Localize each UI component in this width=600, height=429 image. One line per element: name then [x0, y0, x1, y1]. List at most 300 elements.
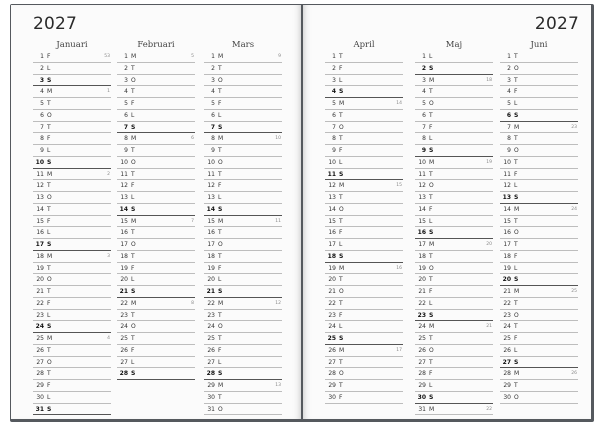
week-number: 19: [486, 159, 492, 165]
weekday-letter: T: [429, 335, 433, 342]
month-column-may: [415, 39, 493, 415]
day-row: [117, 216, 195, 228]
day-number: 24: [418, 323, 426, 331]
weekday-letter: O: [514, 311, 519, 319]
day-row: [204, 227, 282, 239]
weekday-letter: F: [514, 335, 518, 342]
weekday-letter: O: [218, 158, 223, 166]
day-number: 5: [40, 100, 44, 107]
day-number: 7: [332, 123, 336, 131]
day-row: [117, 345, 195, 357]
day-row: [204, 321, 282, 333]
day-number: 25: [503, 335, 511, 342]
day-number: 20: [120, 276, 128, 284]
day-row: [500, 145, 578, 157]
day-number: 14: [503, 205, 511, 213]
week-number: 17: [396, 347, 402, 353]
month-name: Maj: [445, 40, 463, 50]
day-number: 14: [119, 205, 128, 213]
weekday-letter: O: [218, 76, 223, 84]
weekday-letter: L: [339, 76, 343, 84]
day-number: 25: [327, 335, 336, 342]
weekday-letter: O: [218, 405, 223, 413]
day-number: 3: [422, 76, 426, 84]
day-row: [204, 169, 282, 181]
day-row: [500, 345, 578, 357]
day-number: 12: [120, 182, 128, 190]
day-number: 29: [328, 382, 336, 389]
day-number: 22: [36, 299, 44, 307]
weekday-letter: S: [514, 194, 519, 201]
weekday-letter: L: [429, 299, 433, 307]
week-number: 20: [486, 242, 492, 247]
day-number: 2: [211, 64, 215, 72]
weekday-letter: T: [218, 335, 222, 342]
day-number: 23: [503, 311, 511, 319]
day-row: [204, 133, 282, 145]
day-number: 24: [503, 323, 511, 331]
weekday-letter: F: [218, 264, 222, 272]
weekday-letter: F: [429, 205, 433, 213]
week-number: 6: [191, 136, 194, 142]
day-row: [204, 145, 282, 157]
weekday-letter: F: [339, 311, 343, 319]
day-row: [33, 310, 111, 322]
weekday-letter: L: [47, 393, 51, 401]
day-row: [325, 321, 403, 333]
day-row: [415, 345, 493, 357]
day-number: 28: [119, 370, 128, 378]
day-row: [500, 169, 578, 181]
day-number: 14: [36, 205, 44, 213]
day-row: [415, 333, 493, 345]
day-row: [33, 86, 111, 98]
weekday-letter: T: [218, 147, 222, 154]
weekday-letter: L: [429, 217, 433, 225]
day-row: [415, 286, 493, 298]
weekday-letter: O: [514, 147, 519, 154]
day-row: [204, 380, 282, 392]
weekday-letter: O: [131, 241, 136, 248]
day-number: 4: [331, 88, 336, 96]
weekday-letter: T: [429, 276, 433, 284]
day-number: 19: [120, 264, 128, 272]
day-number: 24: [207, 323, 215, 331]
weekday-letter: F: [339, 393, 343, 401]
day-row-sunday: [325, 169, 403, 181]
weekday-letter: S: [131, 370, 136, 378]
weekday-letter: S: [339, 252, 344, 260]
weekday-letter: S: [47, 158, 52, 166]
weekday-letter: O: [131, 76, 136, 84]
day-number: 27: [36, 358, 44, 366]
day-number: 10: [120, 158, 128, 166]
weekday-letter: T: [339, 135, 343, 143]
day-row-sunday: [325, 333, 403, 345]
day-number: 7: [422, 123, 426, 131]
day-number: 9: [421, 147, 426, 154]
weekday-letter: S: [514, 111, 519, 119]
weekday-letter: S: [47, 323, 52, 331]
day-number: 13: [207, 194, 215, 201]
day-number: 12: [328, 182, 336, 190]
weekday-letter: L: [514, 346, 518, 354]
day-number: 26: [120, 346, 128, 354]
day-list: [415, 51, 493, 415]
weekday-letter: L: [131, 111, 135, 119]
weekday-letter: F: [131, 182, 135, 190]
weekday-letter: T: [218, 393, 222, 401]
day-number: 13: [328, 194, 336, 201]
day-number: 18: [36, 252, 44, 260]
week-number: 25: [571, 289, 577, 294]
weekday-letter: T: [514, 53, 518, 60]
day-number: 25: [207, 335, 215, 342]
weekday-letter: M: [339, 264, 345, 272]
day-row: [415, 98, 493, 110]
day-row: [500, 86, 578, 98]
weekday-letter: L: [514, 182, 518, 190]
day-row: [325, 298, 403, 310]
weekday-letter: T: [514, 323, 518, 331]
day-row: [325, 263, 403, 275]
weekday-letter: S: [429, 64, 434, 72]
weekday-letter: M: [514, 288, 520, 295]
weekday-letter: F: [339, 147, 343, 154]
day-number: 31: [207, 405, 215, 413]
day-row: [117, 133, 195, 145]
day-number: 18: [327, 252, 336, 260]
day-number: 4: [507, 88, 511, 96]
year-heading-left: 2027: [33, 14, 78, 34]
weekday-letter: F: [429, 288, 433, 295]
day-number: 8: [507, 135, 511, 143]
day-row: [33, 204, 111, 216]
day-row: [415, 239, 493, 251]
day-number: 6: [332, 111, 336, 119]
weekday-letter: M: [339, 346, 345, 354]
day-row: [33, 227, 111, 239]
weekday-letter: T: [218, 64, 222, 72]
weekday-letter: M: [131, 299, 137, 307]
weekday-letter: T: [514, 217, 518, 225]
day-row: [33, 298, 111, 310]
day-row: [325, 204, 403, 216]
day-row: [33, 368, 111, 380]
month-column-february: [117, 39, 195, 380]
day-number: 3: [211, 76, 215, 84]
day-row: [415, 75, 493, 87]
weekday-letter: M: [429, 76, 435, 84]
day-number: 21: [328, 288, 336, 295]
day-row: [204, 239, 282, 251]
day-number: 5: [507, 100, 511, 107]
day-row-sunday: [117, 204, 195, 216]
weekday-letter: O: [47, 111, 52, 119]
weekday-letter: L: [514, 264, 518, 272]
day-row: [117, 274, 195, 286]
day-number: 17: [503, 241, 511, 248]
day-row: [325, 368, 403, 380]
day-number: 19: [207, 264, 215, 272]
day-number: 6: [506, 111, 511, 119]
week-number: 10: [275, 136, 281, 142]
day-row: [204, 404, 282, 416]
day-row: [204, 298, 282, 310]
day-number: 18: [120, 252, 128, 260]
day-row: [415, 180, 493, 192]
weekday-letter: O: [339, 288, 344, 295]
day-row: [204, 310, 282, 322]
day-number: 30: [503, 393, 511, 401]
day-row: [204, 357, 282, 369]
day-row: [117, 298, 195, 310]
day-row: [500, 333, 578, 345]
day-number: 16: [207, 229, 215, 237]
day-row: [204, 392, 282, 404]
weekday-letter: T: [131, 170, 135, 178]
day-number: 16: [36, 229, 44, 237]
weekday-letter: M: [339, 182, 345, 190]
day-number: 11: [207, 170, 215, 178]
month-name: April: [353, 40, 375, 50]
weekday-letter: S: [131, 288, 136, 295]
day-row: [415, 357, 493, 369]
day-number: 16: [503, 229, 511, 237]
day-row: [325, 239, 403, 251]
day-list: [117, 51, 195, 380]
day-row: [325, 274, 403, 286]
day-row-sunday: [117, 122, 195, 134]
day-number: 11: [327, 170, 336, 178]
day-number: 7: [210, 123, 215, 131]
day-number: 12: [207, 182, 215, 190]
day-row: [500, 216, 578, 228]
weekday-letter: M: [131, 135, 137, 143]
weekday-letter: L: [47, 311, 51, 319]
weekday-letter: L: [47, 64, 51, 72]
day-row: [415, 133, 493, 145]
day-number: 21: [503, 288, 511, 295]
day-number: 27: [418, 358, 426, 366]
weekday-letter: O: [514, 229, 519, 237]
week-number: 7: [191, 218, 194, 224]
day-row: [204, 251, 282, 263]
day-row: [204, 98, 282, 110]
weekday-letter: S: [429, 311, 434, 319]
day-number: 25: [120, 335, 128, 342]
day-number: 4: [124, 88, 128, 96]
day-row: [415, 169, 493, 181]
month-name: Mars: [231, 40, 255, 50]
day-row: [325, 145, 403, 157]
weekday-letter: S: [218, 123, 223, 131]
weekday-letter: T: [339, 217, 343, 225]
day-row: [415, 404, 493, 416]
weekday-letter: T: [218, 252, 222, 260]
left-page: [11, 5, 301, 419]
week-number: 14: [396, 101, 402, 106]
weekday-letter: L: [218, 358, 222, 366]
weekday-letter: O: [429, 182, 434, 190]
day-row: [117, 310, 195, 322]
day-number: 11: [36, 170, 44, 178]
day-row: [415, 110, 493, 122]
day-number: 5: [211, 100, 215, 107]
day-number: 23: [328, 311, 336, 319]
week-number: 8: [191, 300, 194, 306]
weekday-letter: M: [218, 382, 224, 389]
day-number: 9: [507, 147, 511, 154]
week-number: 26: [571, 371, 577, 377]
day-number: 28: [206, 370, 215, 378]
day-number: 9: [124, 147, 128, 154]
weekday-letter: L: [131, 194, 135, 201]
month-column-june: [500, 39, 578, 404]
day-row-sunday: [33, 157, 111, 169]
day-number: 29: [207, 382, 215, 389]
day-number: 30: [417, 393, 426, 401]
day-number: 28: [36, 370, 44, 378]
weekday-letter: O: [339, 123, 344, 131]
week-number: 1: [107, 89, 110, 95]
day-row: [33, 169, 111, 181]
day-number: 14: [328, 205, 336, 213]
day-row: [33, 133, 111, 145]
day-row: [117, 239, 195, 251]
day-number: 12: [503, 182, 511, 190]
week-number: 21: [486, 324, 492, 330]
weekday-letter: S: [218, 288, 223, 295]
day-number: 17: [328, 241, 336, 248]
day-number: 2: [40, 64, 44, 72]
day-number: 6: [422, 111, 426, 119]
weekday-letter: F: [218, 100, 222, 107]
day-row: [500, 321, 578, 333]
day-number: 22: [503, 299, 511, 307]
weekday-letter: S: [514, 276, 519, 284]
day-number: 2: [421, 64, 426, 72]
weekday-letter: M: [47, 88, 53, 96]
day-row: [325, 392, 403, 404]
weekday-letter: F: [218, 346, 222, 354]
day-row: [117, 75, 195, 87]
weekday-letter: M: [514, 123, 520, 131]
day-row: [500, 263, 578, 275]
day-number: 15: [328, 217, 336, 225]
day-number: 2: [332, 64, 336, 72]
day-row-sunday: [33, 75, 111, 87]
weekday-letter: L: [218, 276, 222, 284]
day-row: [415, 157, 493, 169]
day-number: 3: [507, 76, 511, 84]
weekday-letter: M: [218, 299, 224, 307]
weekday-letter: S: [47, 76, 52, 84]
day-number: 10: [328, 158, 336, 166]
day-number: 7: [507, 123, 511, 131]
weekday-letter: L: [339, 241, 343, 248]
day-row-sunday: [415, 227, 493, 239]
weekday-letter: L: [514, 100, 518, 107]
day-number: 2: [507, 64, 511, 72]
weekday-letter: M: [47, 252, 53, 260]
day-row: [500, 157, 578, 169]
day-row-sunday: [415, 392, 493, 404]
day-row: [204, 157, 282, 169]
day-row: [204, 274, 282, 286]
day-row: [33, 357, 111, 369]
weekday-letter: T: [429, 358, 433, 366]
weekday-letter: T: [218, 170, 222, 178]
day-number: 23: [417, 311, 426, 319]
day-row: [325, 227, 403, 239]
day-number: 28: [503, 370, 511, 378]
weekday-letter: M: [429, 323, 435, 331]
weekday-letter: T: [218, 311, 222, 319]
day-row: [415, 263, 493, 275]
weekday-letter: T: [339, 276, 343, 284]
weekday-letter: L: [339, 323, 343, 331]
day-number: 6: [124, 111, 128, 119]
weekday-letter: O: [339, 205, 344, 213]
day-number: 8: [40, 135, 44, 143]
day-number: 26: [418, 346, 426, 354]
day-number: 3: [124, 76, 128, 84]
day-row: [33, 251, 111, 263]
day-number: 19: [328, 264, 336, 272]
week-number: 11: [275, 218, 281, 224]
day-row: [500, 298, 578, 310]
day-number: 1: [332, 53, 336, 60]
weekday-letter: F: [339, 64, 343, 72]
day-row: [500, 122, 578, 134]
day-row: [117, 321, 195, 333]
day-number: 8: [124, 135, 128, 143]
weekday-letter: M: [218, 135, 224, 143]
day-row: [117, 192, 195, 204]
weekday-letter: T: [47, 100, 51, 107]
day-row: [117, 157, 195, 169]
weekday-letter: M: [218, 53, 224, 60]
day-list: [325, 51, 403, 404]
day-row: [500, 75, 578, 87]
weekday-letter: O: [47, 276, 52, 284]
weekday-letter: M: [131, 53, 137, 60]
week-number: 53: [104, 54, 110, 59]
day-row: [33, 110, 111, 122]
day-number: 20: [418, 276, 426, 284]
weekday-letter: F: [339, 229, 343, 237]
day-row-sunday: [500, 274, 578, 286]
day-number: 21: [36, 288, 44, 295]
day-number: 29: [418, 382, 426, 389]
weekday-letter: T: [218, 88, 222, 96]
day-row: [500, 204, 578, 216]
day-row-sunday: [33, 239, 111, 251]
day-number: 27: [120, 358, 128, 366]
weekday-letter: T: [429, 88, 433, 96]
day-number: 15: [503, 217, 511, 225]
weekday-letter: S: [429, 393, 434, 401]
day-number: 31: [35, 405, 44, 413]
weekday-letter: M: [514, 370, 520, 378]
weekday-letter: T: [131, 88, 135, 96]
day-number: 3: [332, 76, 336, 84]
day-row: [325, 122, 403, 134]
day-number: 1: [211, 53, 215, 60]
day-row: [500, 310, 578, 322]
weekday-letter: T: [339, 194, 343, 201]
